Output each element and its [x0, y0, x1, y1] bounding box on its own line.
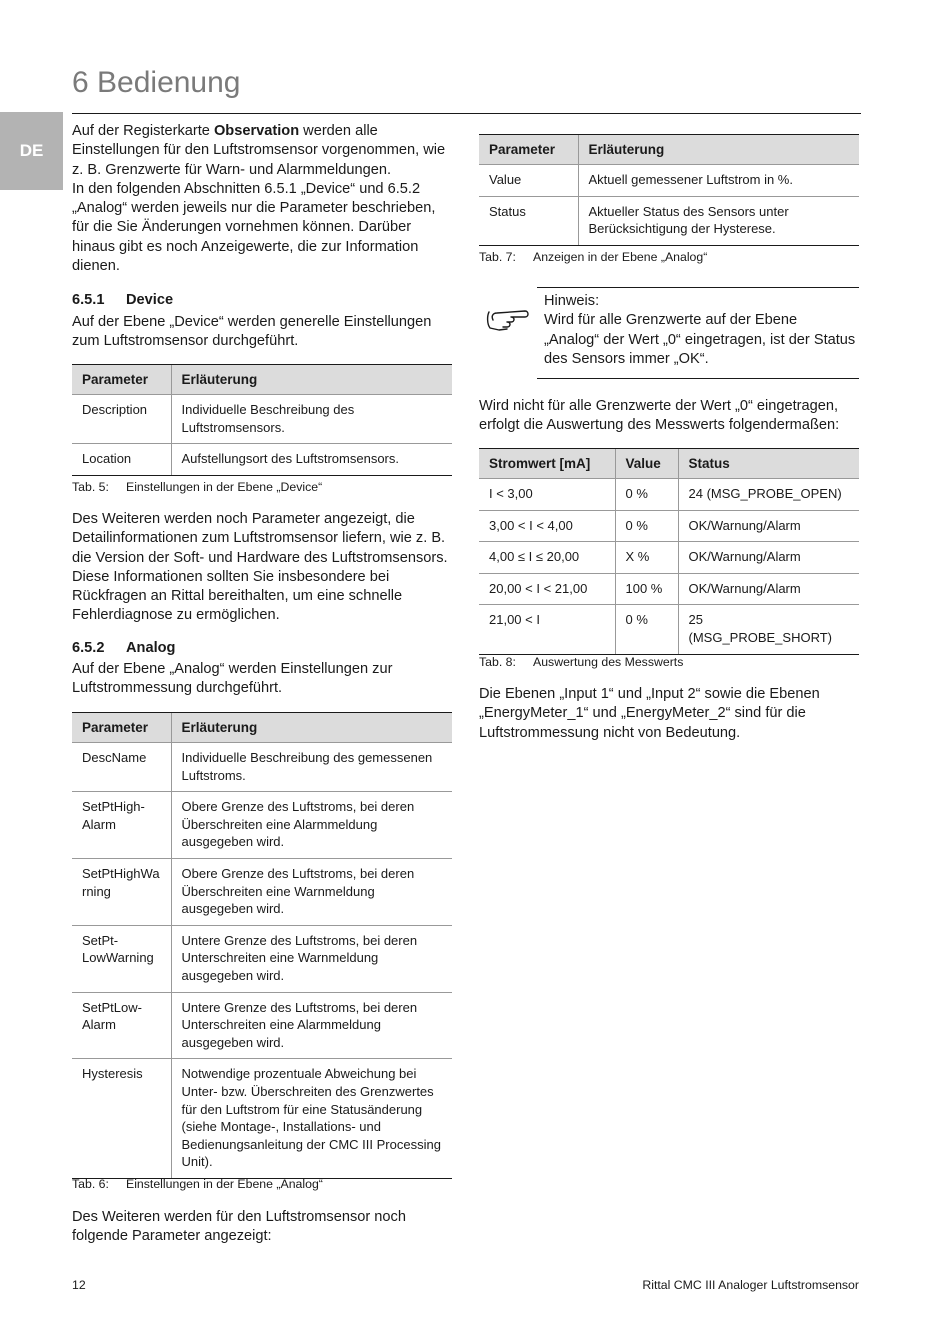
table-cell: OK/Warnung/Alarm [678, 510, 859, 542]
table-cell: Status [479, 196, 578, 245]
table-cell: Individuelle Beschreibung des Luftstromsensors. [171, 395, 452, 444]
intro-text-post: werden alle Einstellungen für den Luftstromsensor vorgenommen, wie z. B. Grenzwerte für Warn- und Alarmmeldungen. [72, 123, 446, 178]
table-cell: 4,00 ≤ I ≤ 20,00 [479, 542, 615, 574]
table-cell: 24 (MSG_PROBE_OPEN) [678, 479, 859, 511]
table-row [72, 444, 452, 476]
language-tab: DE [0, 112, 63, 190]
table-row [72, 858, 452, 925]
table-row [479, 479, 859, 511]
table-cell: SetPt-LowWarning [72, 925, 171, 992]
header-cell: Parameter [72, 713, 171, 743]
paragraph-inputs: Die Ebenen „Input 1“ und „Input 2“ sowie die Ebenen „EnergyMeter_1“ und „EnergyMeter_2“ sind für die Luftstrommessung nicht von Bedeutung. [479, 686, 820, 741]
paragraph-evaluation: Wird nicht für alle Grenzwerte der Wert „0“ eingetragen, erfolgt die Auswertung des Messwerts folgendermaßen: [479, 398, 840, 434]
section-title: Analog [126, 640, 176, 656]
table-row [479, 573, 859, 605]
table-cell: Obere Grenze des Luftstroms, bei deren Überschreiten eine Warnmeldung ausgegeben wird. [171, 858, 452, 925]
table-header-row [72, 713, 452, 743]
table-cell: Aktuell gemessener Luftstrom in %. [578, 165, 859, 197]
table-cell: 3,00 < I < 4,00 [479, 510, 615, 542]
table-row [72, 992, 452, 1059]
table-cell: Description [72, 395, 171, 444]
table-cell: X % [615, 542, 678, 574]
table-cell: OK/Warnung/Alarm [678, 542, 859, 574]
table-cell: Aktueller Status des Sensors unter Berücksichtigung der Hysterese. [578, 196, 859, 245]
intro-paragraph [72, 122, 452, 276]
table-6 [72, 712, 452, 1179]
section-652-heading [72, 639, 175, 658]
chapter-title: 6 Bedienung [72, 66, 241, 99]
table-cell: OK/Warnung/Alarm [678, 573, 859, 605]
table-cell: 20,00 < I < 21,00 [479, 573, 615, 605]
table-cell: 25 (MSG_PROBE_SHORT) [678, 605, 859, 654]
hint-content [544, 292, 856, 369]
caption-text: Auswertung des Messwerts [533, 655, 684, 669]
table-5-caption [72, 480, 322, 494]
table-cell: SetPtHigh-Alarm [72, 792, 171, 859]
table-cell: 100 % [615, 573, 678, 605]
section-number: 6.5.2 [72, 640, 105, 656]
table-row [72, 395, 452, 444]
table-cell: 0 % [615, 510, 678, 542]
table-cell: Obere Grenze des Luftstroms, bei deren Überschreiten eine Alarmmeldung ausgegeben wird. [171, 792, 452, 859]
caption-text: Einstellungen in der Ebene „Analog“ [126, 1177, 323, 1191]
page-number: 12 [72, 1278, 86, 1292]
header-rule [72, 113, 861, 114]
table-cell: Aufstellungsort des Luftstromsensors. [171, 444, 452, 476]
table-row [479, 510, 859, 542]
table-row [72, 743, 452, 792]
hint-text: Wird für alle Grenzwerte auf der Ebene „Analog“ der Wert „0“ eingetragen, ist der Status des Sensors immer „OK“. [544, 312, 856, 367]
table-header-row [72, 365, 452, 395]
header-cell: Erläuterung [171, 713, 452, 743]
table-cell: Hysteresis [72, 1059, 171, 1179]
table-7 [479, 134, 859, 246]
paragraph-weiteren-2: Des Weiteren werden für den Luftstromsensor noch folgende Parameter angezeigt: [72, 1209, 406, 1245]
intro-text-pre: Auf der Registerkarte [72, 123, 214, 139]
table-cell: 0 % [615, 479, 678, 511]
header-cell: Erläuterung [171, 365, 452, 395]
table-header-row [479, 449, 859, 479]
table-cell: 21,00 < I [479, 605, 615, 654]
table-cell: Location [72, 444, 171, 476]
table-cell: Individuelle Beschreibung des gemessenen Luftstroms. [171, 743, 452, 792]
caption-number: Tab. 6: [72, 1177, 109, 1191]
intro-text-2: In den folgenden Abschnitten 6.5.1 „Device“ und 6.5.2 „Analog“ werden jeweils nur die Parameter beschrieben, für die Sie Änderungen vornehmen können. Darüber hinaus gibt es noch Anzeigewerte, die zur Information dienen. [72, 180, 436, 275]
table-row [479, 165, 859, 197]
table-8 [479, 448, 859, 655]
header-cell: Stromwert [mA] [479, 449, 615, 479]
table-row [479, 605, 859, 654]
footer-title: Rittal CMC III Analoger Luftstromsensor [642, 1278, 859, 1292]
section-652-text: Auf der Ebene „Analog“ werden Einstellungen zur Luftstrommessung durchgeführt. [72, 661, 393, 697]
table-cell: Value [479, 165, 578, 197]
header-cell: Status [678, 449, 859, 479]
hint-label: Hinweis: [544, 293, 600, 309]
table-cell: Untere Grenze des Luftstroms, bei deren Unterschreiten eine Alarmmeldung ausgegeben wird. [171, 992, 452, 1059]
section-number: 6.5.1 [72, 292, 105, 308]
caption-text: Einstellungen in der Ebene „Device“ [126, 480, 323, 494]
table-cell: 0 % [615, 605, 678, 654]
header-cell: Erläuterung [578, 135, 859, 165]
section-651-text: Auf der Ebene „Device“ werden generelle Einstellungen zum Luftstromsensor durchgeführt. [72, 314, 432, 350]
caption-number: Tab. 5: [72, 480, 109, 494]
table-8-caption [479, 655, 683, 669]
table-row [479, 196, 859, 245]
header-cell: Value [615, 449, 678, 479]
paragraph-weiteren-1: Des Weiteren werden noch Parameter angezeigt, die Detailinformationen zum Luftstromsensor liefern, wie z. B. die Version der Soft- und Hardware des Luftstromsensors. Diese Informationen sollten Sie insbesondere bei Rückfragen an Rittal bereithalten, um eine schnelle Fehlerdiagnose zu ermöglichen. [72, 511, 448, 624]
table-cell: SetPtHighWarning [72, 858, 171, 925]
table-cell: I < 3,00 [479, 479, 615, 511]
caption-number: Tab. 8: [479, 655, 516, 669]
section-651-heading [72, 291, 173, 310]
table-row [72, 925, 452, 992]
intro-text-bold: Observation [213, 123, 300, 139]
header-cell: Parameter [479, 135, 578, 165]
table-cell: Untere Grenze des Luftstroms, bei deren Unterschreiten eine Warnmeldung ausgegeben wird. [171, 925, 452, 992]
pointing-hand-icon [485, 304, 531, 339]
table-row [72, 1059, 452, 1179]
table-5 [72, 364, 452, 476]
table-cell: DescName [72, 743, 171, 792]
table-7-caption [479, 250, 707, 264]
section-title: Device [126, 292, 174, 308]
table-row [479, 542, 859, 574]
table-header-row [479, 135, 859, 165]
table-row [72, 792, 452, 859]
table-6-caption [72, 1177, 323, 1191]
caption-number: Tab. 7: [479, 250, 516, 264]
table-cell: Notwendige prozentuale Abweichung bei Unter- bzw. Überschreiten des Grenzwertes für den Luftstrom für eine Statusänderung (siehe Montage-, Installations- und Bedienungsanleitung der CMC III Processing Unit). [171, 1059, 452, 1179]
caption-text: Anzeigen in der Ebene „Analog“ [533, 250, 708, 264]
table-cell: SetPtLow-Alarm [72, 992, 171, 1059]
header-cell: Parameter [72, 365, 171, 395]
